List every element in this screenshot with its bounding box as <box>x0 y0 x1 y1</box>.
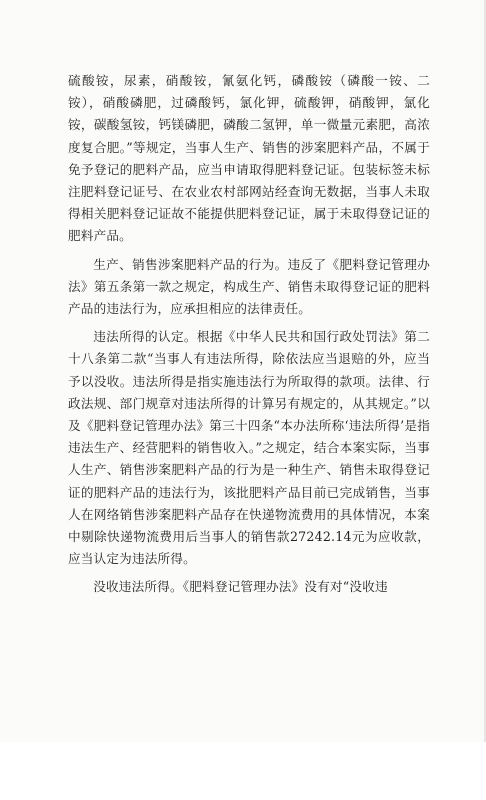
paragraph-illegal-income-determination: 违法所得的认定。根据《中华人民共和国行政处罚法》第二十八条第二款“当事人有违法所得，除依法应当退赔的外，应当予以没收。违法所得是指实施违法行为所取得的款项。法律、行政法规、部门规章对违法所得的计算另有规定的，从其规定。”以及《肥料登记管理办法》第三十四条“本办法所称‘违法所得’是指违法生产、经营肥料的销售收入。”之规定，结合本案实际，当事人生产、销售涉案肥料产品的行为是一种生产、销售未取得登记证的肥料产品的违法行为，该批肥料产品目前已完成销售，当事人在网络销售涉案肥料产品存在快递物流费用的具体情况，本案中剔除快递物流费用后当事人的销售款27242.14元为应收款，应当认定为违法所得。 <box>68 329 430 567</box>
page-bottom-margin <box>0 742 486 800</box>
paragraph-fertilizer-registration: 硫酸铵，尿素，硝酸铵，氰氨化钙，磷酸铵（磷酸一铵、二铵），硝酸磷肥，过磷酸钙，氯化钾，硫酸钾，硝酸钾，氯化铵，碳酸氢铵，钙镁磷肥，磷酸二氢钾，单一微量元素肥，高浓度复合肥。”等规定，当事人生产、销售的涉案肥料产品，不属于免予登记的肥料产品，应当申请取得肥料登记证。包装标签未标注肥料登记证号、在农业农村部网站经查询无数据，当事人未取得相关肥料登记证故不能提供肥料登记证，属于未取得登记证的肥料产品。 <box>68 73 430 244</box>
paragraph-violation-conduct: 生产、销售涉案肥料产品的行为。违反了《肥料登记管理办法》第五条第一款之规定，构成生产、销售未取得登记证的肥料产品的违法行为，应承担相应的法律责任。 <box>68 256 430 317</box>
paragraph-confiscation: 没收违法所得。《肥料登记管理办法》没有对“没收违 <box>93 579 388 595</box>
